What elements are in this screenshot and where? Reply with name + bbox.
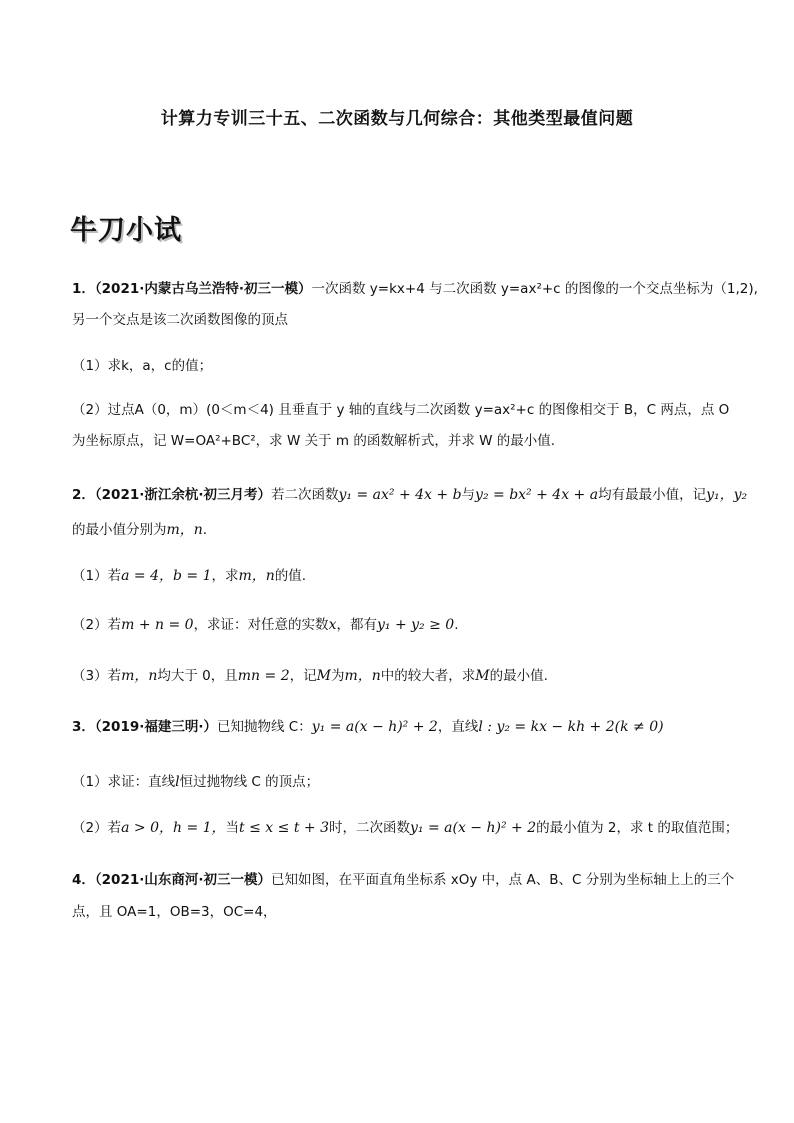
- math-expression: y₁，y₂: [706, 487, 748, 503]
- problem-3-part-1: （1）求证：直线l恒过抛物线 C 的顶点；: [72, 774, 320, 790]
- section-heading: 牛刀小试: [70, 215, 182, 246]
- problem-3-part-2: （2）若a > 0，h = 1，当t ≤ x ≤ t + 3时，二次函数y₁ = a(x − h)² + 2的最小值为 2，求 t 的取值范围；: [72, 820, 739, 836]
- problem-2-stem-line2: 的最小值分别为m，n.: [72, 522, 208, 538]
- problem-1-part-2-line2: 为坐标原点，记 W=OA²+BC²，求 W 关于 m 的函数解析式，并求 W 的最小值.: [72, 433, 556, 449]
- math-expression: m，n: [344, 668, 381, 684]
- math-expression: m，n: [166, 522, 203, 538]
- math-expression: y₁ = ax² + 4x + b: [338, 487, 462, 503]
- problem-1-part-1: （1）求k，a，c的值；: [72, 358, 213, 374]
- math-expression: M: [316, 668, 331, 684]
- problem-number: 1．: [72, 281, 95, 297]
- problem-number: 4．: [72, 872, 95, 888]
- math-expression: t ≤ x ≤ t + 3: [239, 820, 329, 836]
- problem-1-part-2-line1: （2）过点A（0，m）(0＜m＜4) 且垂直于 y 轴的直线与二次函数 y=ax²+c 的图像相交于 B，C 两点，点 O: [72, 402, 730, 418]
- problem-2-part-3: （3）若m，n均大于 0，且mn = 2，记M为m，n中的较大者，求M的最小值.: [72, 668, 548, 684]
- problem-2-part-1: （1）若a = 4，b = 1，求m，n的值.: [72, 568, 307, 584]
- math-expression: m + n = 0: [121, 617, 194, 633]
- math-expression: x: [328, 617, 337, 633]
- math-expression: a > 0，h = 1，: [121, 820, 226, 836]
- math-expression: mn = 2: [237, 668, 290, 684]
- problem-number: 3．: [72, 719, 95, 735]
- problem-source: （2021·内蒙古乌兰浩特·初三一模）: [94, 281, 312, 297]
- math-expression: l: [175, 774, 180, 790]
- problem-4-stem-line1: 4．（2021·山东商河·初三一模）已知如图，在平面直角坐标系 xOy 中，点 A、B、C 分别为坐标轴上上的三个: [72, 872, 735, 888]
- math-expression: y₁ = a(x − h)² + 2: [311, 719, 438, 735]
- problem-source: （2021·山东商河·初三一模）: [94, 872, 271, 888]
- problem-3-stem: 3．（2019·福建三明·）已知抛物线 C：y₁ = a(x − h)² + 2，直线l : y₂ = kx − kh + 2(k ≠ 0): [72, 719, 664, 735]
- math-expression: a = 4，b = 1: [121, 568, 212, 584]
- problem-1-stem-line1: [72, 279, 758, 299]
- problem-1-stem-line2: 另一个交点是该二次函数图像的顶点: [72, 312, 288, 328]
- problem-4-stem-line2: 点，且 OA=1，OB=3，OC=4，: [72, 904, 277, 920]
- math-expression: l : y₂ = kx − kh + 2(k ≠ 0): [478, 719, 664, 735]
- math-expression: m，n: [121, 668, 158, 684]
- math-expression: M: [475, 668, 490, 684]
- problem-number: 2．: [72, 487, 95, 503]
- math-expression: m，n: [238, 568, 275, 584]
- problem-source: （2021·浙江余杭·初三月考）: [94, 487, 271, 503]
- math-expression: y₁ = a(x − h)² + 2: [410, 820, 537, 836]
- math-expression: y₂ = bx² + 4x + a: [475, 487, 599, 503]
- problem-text: 一次函数 y=kx+4 与二次函数 y=ax²+c 的图像的一个交点坐标为（1,2),: [311, 281, 758, 297]
- problem-source: （2019·福建三明·）: [94, 719, 217, 735]
- math-expression: y₁ + y₂ ≥ 0: [376, 617, 455, 633]
- problem-2-stem-line1: 2．（2021·浙江余杭·初三月考）若二次函数y₁ = ax² + 4x + b与y₂ = bx² + 4x + a均有最最小值，记y₁，y₂: [72, 487, 748, 503]
- problem-2-part-2: （2）若m + n = 0，求证：对任意的实数x，都有y₁ + y₂ ≥ 0.: [72, 617, 459, 633]
- page-title: 计算力专训三十五、二次函数与几何综合：其他类型最值问题: [160, 109, 634, 129]
